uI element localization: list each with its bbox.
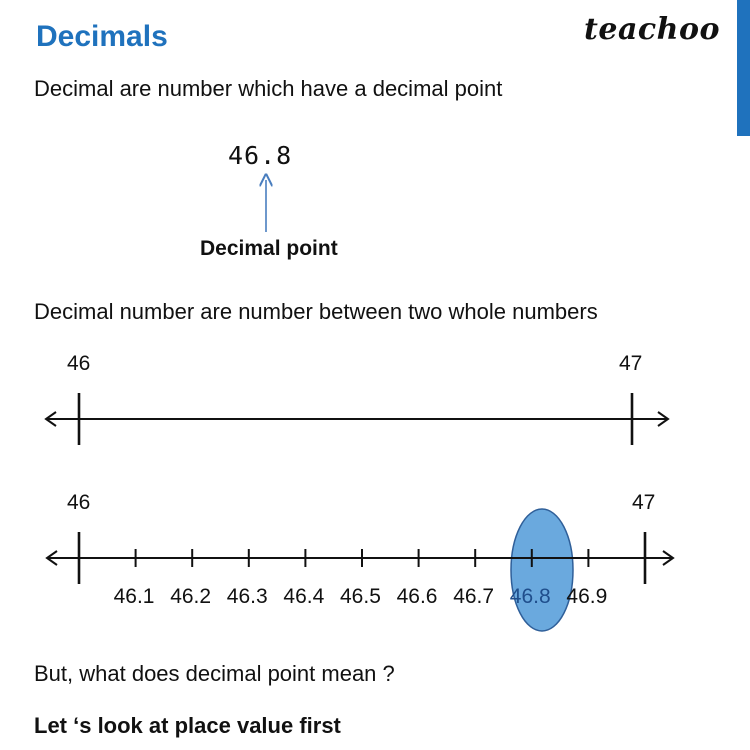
brand-logo: teachoo xyxy=(584,12,720,47)
between-statement: Decimal number are number between two whole numbers xyxy=(34,299,598,324)
tick-label-46.1: 46.1 xyxy=(113,585,155,608)
tick-label-46.4: 46.4 xyxy=(283,585,325,608)
line2-start-label: 46 xyxy=(67,491,91,514)
tick-label-46.2: 46.2 xyxy=(170,585,212,608)
tick-label-46.9: 46.9 xyxy=(566,585,608,608)
page-title: Decimals xyxy=(36,20,168,53)
decimal-example: 46.8 xyxy=(228,141,293,170)
line2-end-label: 47 xyxy=(632,491,656,514)
definition-text: Decimal are number which have a decimal point xyxy=(34,76,503,101)
highlight-ellipse xyxy=(511,509,573,631)
tick-label-46.3: 46.3 xyxy=(226,585,268,608)
question-text: But, what does decimal point mean ? xyxy=(34,661,395,686)
number-line-tenths xyxy=(47,532,673,584)
next-step-text: Let ‘s look at place value first xyxy=(34,713,341,738)
decimal-point-label: Decimal point xyxy=(200,237,338,260)
tick-label-46.5: 46.5 xyxy=(340,585,381,608)
tick-label-46.6: 46.6 xyxy=(396,585,438,608)
number-line-whole xyxy=(46,393,668,445)
line1-end-label: 47 xyxy=(619,352,643,375)
tick-label-46.7: 46.7 xyxy=(453,585,495,608)
line1-start-label: 46 xyxy=(67,352,91,375)
tick-label-46.8: 46.8 xyxy=(509,585,551,608)
